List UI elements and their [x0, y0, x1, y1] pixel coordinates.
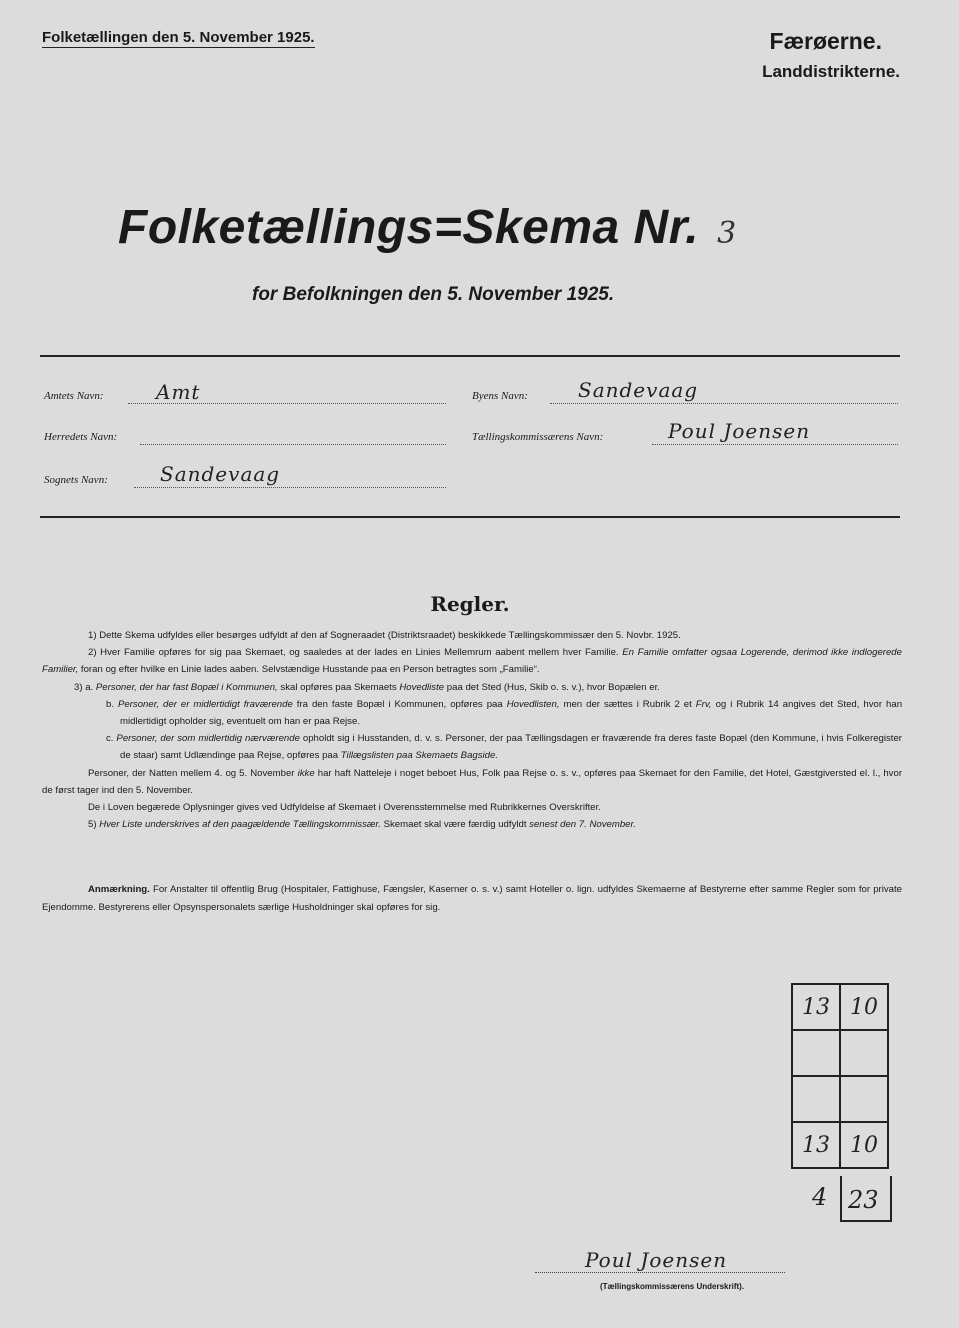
tally-cell: 13: [792, 984, 840, 1030]
header-region: Færøerne.: [769, 28, 882, 54]
kommissaer-value: Poul Joensen: [668, 419, 811, 443]
signature-label: (Tællingskommissærens Underskrift).: [600, 1282, 745, 1291]
rules-body: [42, 627, 902, 833]
tally-cell: [840, 1030, 888, 1076]
bottom-divider: [40, 516, 900, 518]
form-subtitle: for Befolkningen den 5. November 1925.: [252, 284, 615, 305]
tally-cell: [840, 1076, 888, 1122]
tally-cell: [792, 1076, 840, 1122]
form-title: [118, 200, 737, 255]
herred-line: [140, 443, 446, 445]
tally-cell: 10: [840, 984, 888, 1030]
header-district: Landdistrikterne.: [762, 62, 900, 81]
rule-3b: b. Personer, der er midlertidigt fraværende fra den faste Bopæl i Kommunen, opføres paa Hovedlisten, men der sættes i Rubrik 2 et Frv, og i Rubrik 14 angives det Sted, hvor han midlertidigt opholder sig, eventuelt om han er paa Rejse.: [106, 698, 903, 728]
tally-row: [792, 1076, 888, 1122]
rule-4: De i Loven begærede Oplysninger gives ved Udfyldelse af Skemaet i Overensstemmelse med Rubrikkernes Overskrifter.: [88, 802, 601, 814]
sogn-line: [134, 486, 446, 488]
sogn-value: Sandevaag: [160, 462, 281, 486]
sogn-label: Sognets Navn:: [44, 474, 108, 486]
note-paragraph: [42, 881, 902, 917]
form-number: 3: [717, 216, 737, 251]
rule-3d: Personer, der Natten mellem 4. og 5. November ikke har haft Natteleje i noget beboet Hus, Folk paa Rejse o. s. v., opføres paa Skemaet for den Familie, det Hotel, Gæstgiversted el. l., hvor de først tager ind den 5. November.: [42, 767, 903, 796]
header-census-date: Folketællingen den 5. November 1925.: [42, 29, 315, 46]
by-value: Sandevaag: [578, 378, 699, 402]
rule-1: 1) Dette Skema udfyldes eller besørges udfyldt af den af Sogneraadet (Distriktsraadet) beskikkede Tællingskommissær den 5. Novbr. 1925.: [88, 630, 681, 641]
rules-heading: Regler.: [430, 592, 510, 616]
amt-value: Amt: [156, 380, 201, 404]
herred-label: Herredets Navn:: [44, 431, 118, 443]
tally-total-left: 4: [812, 1183, 828, 1211]
tally-cell: 10: [840, 1122, 888, 1168]
form-title-text: Folketællings=Skema Nr.: [118, 201, 700, 254]
note-text: For Anstalter til offentlig Brug (Hospitaler, Fattighuse, Fængsler, Kaserner o. s. v.) samt Hoteller o. lign. udfyldes Skemaerne af Bestyrerne efter samme Regler som for private Ejendomme. Bestyrerens eller Opsynspersonalets særlige Husholdninger skal opføres for sig.: [42, 884, 902, 913]
tally-row: [792, 1030, 888, 1076]
rule-3c: c. Personer, der som midlertidig nærværende opholdt sig i Husstanden, d. v. s. Personer, der paa Tællingsdagen er fraværende fra deres faste Bopæl (den Kommune, i hvis Folkeregister de staar) samt Udlændinge paa Rejse, opføres paa Tillægslisten paa Skemaets Bagside.: [106, 733, 902, 762]
kommissaer-line: [652, 443, 898, 445]
tally-cell: [792, 1030, 840, 1076]
signature: Poul Joensen: [585, 1248, 728, 1272]
tally-row: [792, 1122, 888, 1168]
by-label: Byens Navn:: [472, 390, 528, 402]
rule-2: 2) Hver Familie opføres for sig paa Skemaet, og saaledes at der lades en Linies Mellemrum aabent mellem hver Familie. En Familie omfatter ogsaa Logerende, derimod ikke indlogerede Familier, foran og efter hvilke en Linie lades aaben. Selvstændige Husstande paa en Person betragtes som „Familie“.: [42, 647, 902, 676]
kommissaer-label: Tællingskommissærens Navn:: [472, 431, 604, 443]
top-divider: [40, 355, 900, 357]
tally-total-right: 23: [848, 1186, 879, 1214]
note-label: Anmærkning.: [88, 884, 150, 895]
amt-label: Amtets Navn:: [44, 390, 104, 402]
tally-row: [792, 984, 888, 1030]
rule-3a: 3) a. Personer, der har fast Bopæl i Kommunen, skal opføres paa Skemaets Hovedliste paa det Sted (Hus, Skib o. s. v.), hvor Bopælen er.: [74, 681, 660, 693]
tally-table: [791, 983, 889, 1169]
rule-5: 5) Hver Liste underskrives af den paagældende Tællingskommissær. Skemaet skal være færdig udfyldt senest den 7. November.: [88, 819, 637, 831]
signature-line: [535, 1272, 785, 1273]
tally-cell: 13: [792, 1122, 840, 1168]
by-line: [550, 402, 898, 404]
